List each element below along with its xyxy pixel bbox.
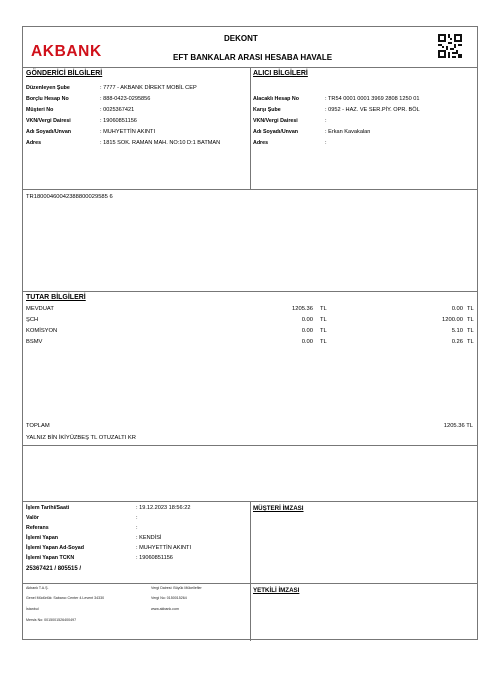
footer-line: Vergi No: 0150015264 [151, 596, 187, 600]
amount-row-value: 1205.36 [292, 306, 313, 312]
amount-row-value: 0.26 [451, 339, 463, 345]
amount-row-value: 1200.00 [442, 317, 463, 323]
transaction-field-label: Referans [26, 525, 49, 531]
amount-row-currency: TL [467, 328, 474, 334]
amount-row-name: ŞCH [26, 317, 39, 323]
sender-field-value: : 19060851156 [100, 118, 137, 124]
authorized-signature-title: YETKİLİ İMZASI [253, 587, 300, 594]
amount-row-currency: TL [467, 306, 474, 312]
receiver-field-label: Adres [253, 140, 269, 146]
transaction-description: TR18000460042388800029585 6 [26, 194, 113, 200]
amount-row-name: BSMV [26, 339, 43, 345]
divider [23, 445, 477, 446]
receiver-field-value: : 0952 - HAZ. VE SER.PİY. OPR. BÖL [325, 107, 420, 113]
amount-row-currency: TL [467, 317, 474, 323]
divider [23, 189, 477, 190]
customer-signature-title: MÜŞTERİ İMZASI [253, 505, 304, 512]
transaction-field-label: İşlem Tarihi/Saati [26, 505, 70, 511]
footer-line: www.akbank.com [151, 607, 179, 611]
transaction-field-label: Valör [26, 515, 39, 521]
sender-field-value: : 888-0423-0295856 [100, 96, 151, 102]
sender-section-title: GÖNDERİCİ BİLGİLERİ [26, 70, 103, 77]
sender-field-value: : MUHYETTİN AKINTI [100, 129, 156, 135]
document-title: DEKONT [224, 34, 258, 43]
amount-row-currency: TL [320, 317, 327, 323]
receipt-document [22, 26, 478, 640]
divider [23, 583, 477, 584]
amount-row-value: 0.00 [301, 317, 313, 323]
footer-line: İstanbul [26, 607, 39, 611]
sender-field-label: Borçlu Hesap No [26, 96, 69, 102]
receiver-field-value: : [325, 118, 327, 124]
total-value: 1205.36 TL [443, 423, 473, 429]
footer-line: Genel Müdürlük: Sabancı Center 4.Levent 34330 [26, 596, 105, 600]
amount-row-currency: TL [467, 339, 474, 345]
receiver-field-label: Alacaklı Hesap No [253, 96, 299, 102]
divider [250, 501, 251, 641]
sender-field-value: : 7777 - AKBANK DİREKT MOBİL CEP [100, 85, 197, 91]
sender-field-label: VKN/Vergi Dairesi [26, 118, 71, 124]
transaction-field-value: : MUHYETTİN AKINTI [136, 545, 192, 551]
divider [250, 67, 251, 189]
amount-row-value: 5.10 [451, 328, 463, 334]
qr-code-icon [438, 34, 462, 58]
footer-line: Akbank T.A.Ş. [26, 586, 49, 590]
transaction-code: 25367421 / 805515 / [26, 566, 82, 572]
receiver-field-value: : [325, 140, 327, 146]
transaction-field-value: : 19.12.2023 18:56:22 [136, 505, 191, 511]
amount-row-value: 0.00 [451, 306, 463, 312]
transaction-field-value: : 19060851156 [136, 555, 173, 561]
sender-field-label: Müşteri No [26, 107, 54, 113]
sender-address-value: : 1815 SOK. RAMAN MAH. NO:10 D:1 BATMAN [100, 140, 221, 146]
transaction-field-label: İşlemi Yapan TCKN [26, 555, 75, 561]
amounts-section-title: TUTAR BİLGİLERİ [26, 294, 86, 301]
receiver-section-title: ALICI BİLGİLERİ [253, 70, 308, 77]
footer-line: Mersis No: 0015001526400497 [26, 618, 77, 622]
sender-field-label: Adı Soyadı/Unvan [26, 129, 72, 135]
amount-row-currency: TL [320, 306, 327, 312]
document-subtitle: EFT BANKALAR ARASI HESABA HAVALE [173, 53, 333, 62]
akbank-logo: AKBANK [31, 43, 102, 60]
transaction-field-value: : [136, 525, 138, 531]
amount-row-value: 0.00 [301, 328, 313, 334]
sender-field-label: Düzenleyen Şube [26, 85, 70, 91]
amount-row-name: MEVDUAT [26, 306, 54, 312]
transaction-field-label: İşlemi Yapan Ad-Soyad [26, 545, 84, 551]
divider [23, 291, 477, 292]
footer-line: Vergi Dairesi: Büyük Mükellefler [151, 586, 202, 590]
receiver-field-value: : Erkan Kavakalan [325, 129, 371, 135]
amount-row-name: KOMİSYON [26, 328, 58, 334]
total-in-words: YALNIZ BİN İKİYÜZBEŞ TL OTUZALTI KR [26, 435, 136, 441]
amount-row-value: 0.00 [301, 339, 313, 345]
sender-field-value: : 0025367421 [100, 107, 135, 113]
total-label: TOPLAM [26, 423, 50, 429]
receiver-field-value: : TR54 0001 0001 3969 2808 1250 01 [325, 96, 420, 102]
amount-row-currency: TL [320, 339, 327, 345]
receiver-field-label: Adı Soyadı/Unvan [253, 129, 299, 135]
transaction-field-value: : [136, 515, 138, 521]
amount-row-currency: TL [320, 328, 327, 334]
receiver-field-label: VKN/Vergi Dairesi [253, 118, 298, 124]
receiver-field-label: Karşı Şube [253, 107, 281, 113]
transaction-field-label: İşlemi Yapan [26, 535, 58, 541]
transaction-field-value: : KENDİSİ [136, 535, 162, 541]
sender-field-label: Adres [26, 140, 42, 146]
